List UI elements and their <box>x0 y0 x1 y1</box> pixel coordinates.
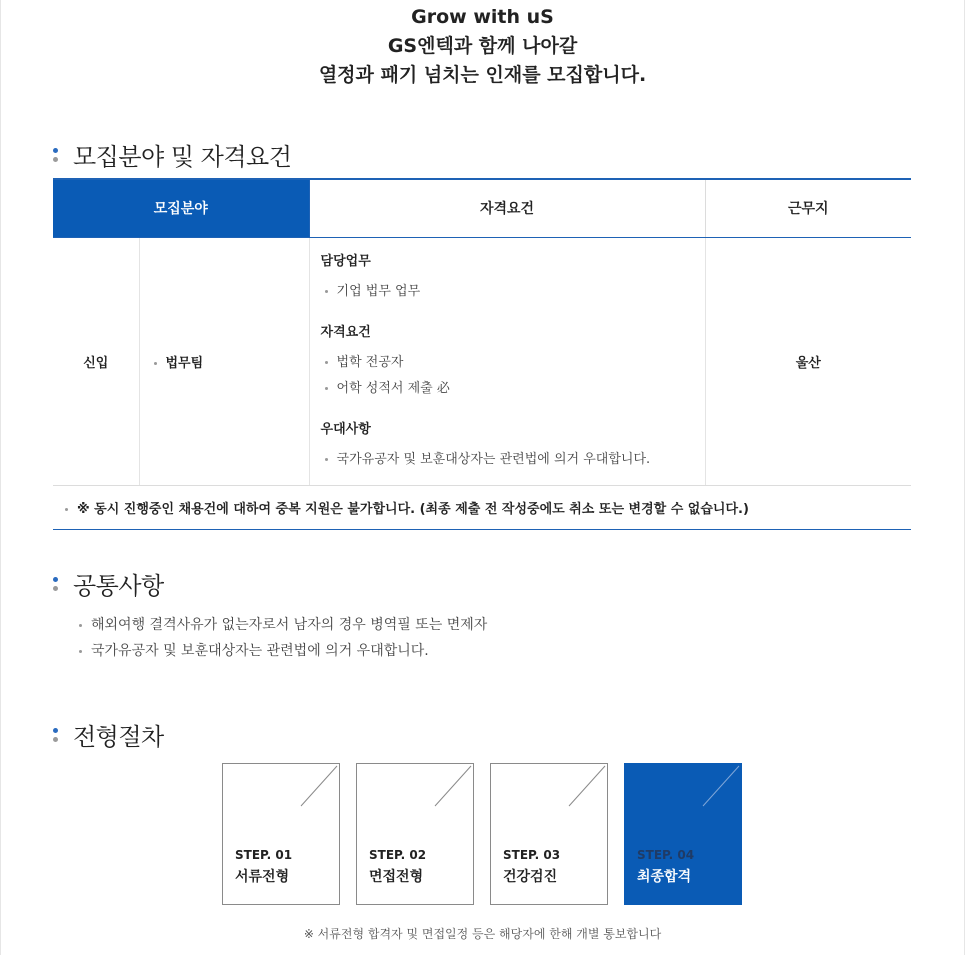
group-preference <box>321 418 695 473</box>
group-requirements <box>321 321 695 402</box>
bullet-dot-icon <box>325 290 328 293</box>
header-field: 모집분야 <box>53 179 309 237</box>
list-item: 기업 법무 업무 <box>321 279 695 305</box>
section-bullet-icon <box>53 724 58 746</box>
list-item: 법학 전공자 <box>321 350 695 376</box>
step-number: STEP. 02 <box>369 848 427 862</box>
step-card-final <box>624 763 742 905</box>
team-label: 법무팀 <box>165 355 204 371</box>
section-bullet-icon <box>53 144 58 166</box>
step-name: 서류전형 <box>235 869 290 885</box>
step-card <box>490 763 608 905</box>
table-row <box>53 237 911 485</box>
step-name: 건강검진 <box>503 869 558 885</box>
diagonal-line-icon <box>567 764 607 808</box>
section-title-text: 공통사항 <box>73 572 164 600</box>
intro-line-2: GS엔텍과 함께 나아갈 <box>387 35 578 57</box>
step-card <box>356 763 474 905</box>
work-location: 울산 <box>705 237 911 485</box>
step-name: 최종합격 <box>637 869 692 885</box>
list-item: 국가유공자 및 보훈대상자는 관련법에 의거 우대합니다. <box>79 638 487 664</box>
section-title-recruit <box>53 137 291 172</box>
bullet-dot-icon <box>79 650 82 653</box>
recruit-table <box>53 178 911 530</box>
bullet-dot-icon <box>154 362 157 365</box>
section-title-text: 모집분야 및 자격요건 <box>73 143 292 171</box>
section-bullet-icon <box>53 573 58 595</box>
qualification-cell <box>309 237 705 485</box>
diagonal-line-icon <box>701 764 741 808</box>
list-item: 해외여행 결격사유가 없는자로서 남자의 경우 병역필 또는 면제자 <box>79 612 487 638</box>
step-name: 면접전형 <box>369 869 424 885</box>
group-title: 자격요건 <box>320 324 371 340</box>
bullet-dot-icon <box>325 361 328 364</box>
bullet-dot-icon <box>79 624 82 627</box>
list-item: 국가유공자 및 보훈대상자는 관련법에 의거 우대합니다. <box>321 447 695 473</box>
intro-heading <box>0 3 965 90</box>
process-footnote: ※ 서류전형 합격자 및 면접일정 등은 해당자에 한해 개별 통보합니다 <box>303 927 662 941</box>
intro-line-3: 열정과 패기 넘치는 인재를 모집합니다. <box>318 64 647 86</box>
diagonal-line-icon <box>433 764 473 808</box>
step-number: STEP. 04 <box>637 848 695 862</box>
group-title: 우대사항 <box>320 421 371 437</box>
bullet-dot-icon <box>325 458 328 461</box>
header-location: 근무지 <box>705 179 911 237</box>
section-title-common <box>53 566 164 601</box>
table-note: ※ 동시 진행중인 채용건에 대하여 중복 지원은 불가합니다. (최종 제출 전 작성중에도 취소 또는 변경할 수 없습니다.) <box>53 485 911 529</box>
table-note-row <box>53 485 911 529</box>
step-card <box>222 763 340 905</box>
bullet-dot-icon <box>325 387 328 390</box>
section-title-process <box>53 717 164 752</box>
diagonal-line-icon <box>299 764 339 808</box>
step-number: STEP. 01 <box>235 848 293 862</box>
recruit-type: 신입 <box>53 237 139 485</box>
process-steps <box>222 763 742 905</box>
group-title: 담당업무 <box>320 253 371 269</box>
group-duties <box>321 250 695 305</box>
header-qualification: 자격요건 <box>309 179 705 237</box>
recruit-team <box>139 237 309 485</box>
section-title-text: 전형절차 <box>73 723 164 751</box>
list-item: 어학 성적서 제출 必 <box>321 376 695 402</box>
common-list <box>79 612 487 664</box>
step-number: STEP. 03 <box>503 848 561 862</box>
bullet-dot-icon <box>65 508 68 511</box>
intro-line-1: Grow with uS <box>411 6 554 28</box>
